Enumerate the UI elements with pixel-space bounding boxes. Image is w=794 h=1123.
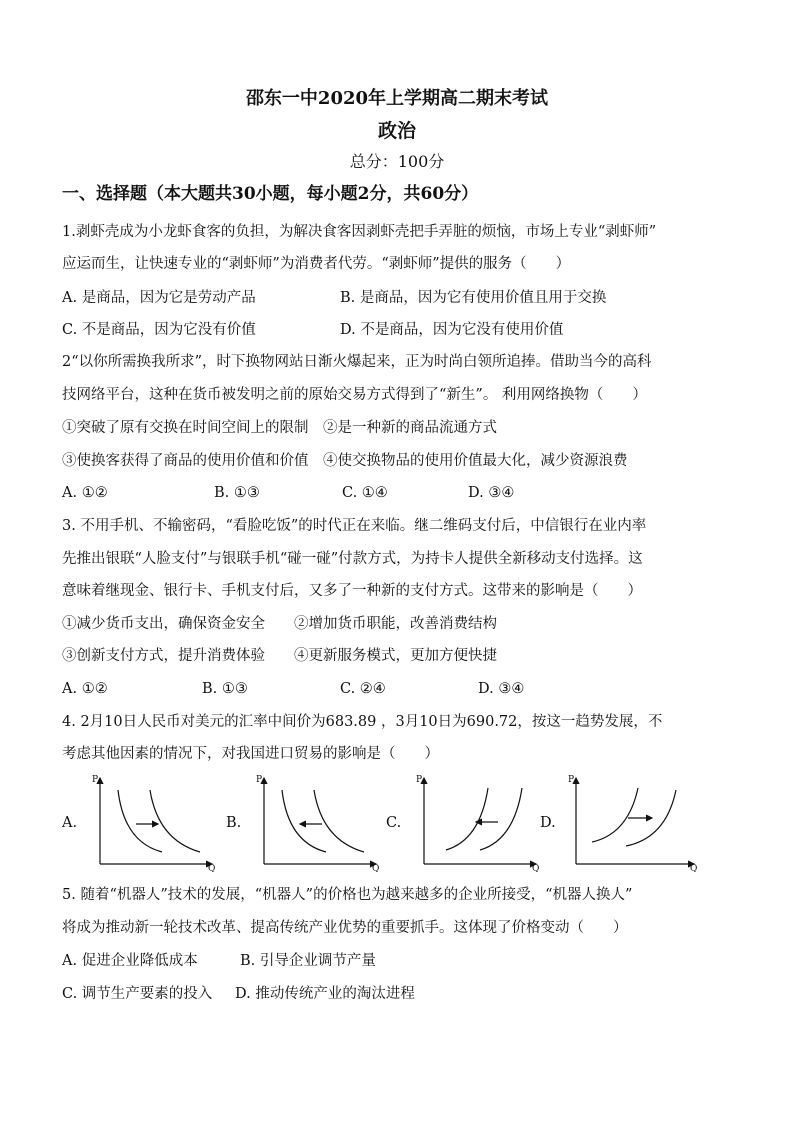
q5-stem-line2: 将成为推动新一轮技术改革、提高传统产业优势的重要抓手。这体现了价格变动（ ） [62,920,628,936]
q2-stem-line2: 技网络平台，这种在货币被发明之前的原始交易方式得到了“新生”。 利用网络换物（ ） [62,387,647,403]
q3-statements-line1: ①减少货币支出，确保资金安全 ②增加货币职能，改善消费结构 [62,616,497,632]
q3-option-a: A. ①② [62,681,108,697]
q1-option-d: D. 不是商品，因为它没有使用价值 [340,322,564,338]
q3-option-d: D. ③④ [478,681,525,697]
p-axis-label: P [92,775,99,785]
p-axis-label: P [256,775,263,785]
q2-option-c: C. ①④ [342,485,388,501]
q2-statements-line1: ①突破了原有交换在时间空间上的限制 ②是一种新的商品流通方式 [62,420,497,436]
q4-graph-d [566,772,706,872]
exam-title: 邵东一中2020年上学期高二期末考试 [245,88,549,109]
q-axis-label: Q [208,864,216,872]
q3-statements-line2: ③创新支付方式，提升消费体验 ④更新服务模式，更加方便快捷 [62,648,497,664]
q1-option-b: B. 是商品，因为它有使用价值且用于交换 [340,290,607,306]
q4-option-c-label: C. [386,815,402,831]
q4-graph-c [414,772,544,872]
section-heading: 一、选择题（本大题共30小题，每小题2分，共60分） [62,184,479,204]
q1-stem-line1: 1.剥虾壳成为小龙虾食客的负担，为解决食客因剥虾壳把手弄脏的烦恼，市场上专业“剥虾师” [62,224,657,240]
q3-stem-line2: 先推出银联“人脸支付”与银联手机“碰一碰”付款方式，为持卡人提供全新移动支付选择。这 [62,551,643,567]
q5-option-d: D. 推动传统产业的淘汰进程 [235,986,415,1002]
q1-stem-line2: 应运而生，让快速专业的“剥虾师”为消费者代劳。“剥虾师”提供的服务（ ） [62,256,571,272]
q4-option-d-label: D. [540,815,556,831]
q1-option-a: A. 是商品，因为它是劳动产品 [62,290,256,306]
q3-stem-line3: 意味着继现金、银行卡、手机支付后，又多了一种新的支付方式。这带来的影响是（ ） [62,583,642,599]
q3-option-c: C. ②④ [340,681,386,697]
p-axis-label: P [416,775,423,785]
q4-graph-b [254,772,384,872]
q-axis-label: Q [690,864,698,872]
q2-stem-line1: 2“以你所需换我所求”，时下换物网站日渐火爆起来，正为时尚白领所追捧。借助当今的高科 [62,354,652,370]
q4-graph-a [90,772,220,872]
q4-option-b-label: B. [226,815,242,831]
demand-curve-1 [118,790,162,852]
q5-option-b: B. 引导企业调节产量 [240,953,376,969]
q-axis-label: Q [532,864,540,872]
demand-curve-1 [282,790,326,852]
q4-stem-line1: 4. 2月10日人民币对美元的汇率中间价为683.89 ，3月10日为690.72，按这一趋势发展，不 [62,714,663,730]
q5-stem-line1: 5. 随着“机器人”技术的发展，“机器人”的价格也为越来越多的企业所接受，“机器人换人” [62,887,633,903]
q5-option-a: A. 促进企业降低成本 [62,953,198,969]
q2-option-a: A. ①② [62,485,108,501]
total-score: 总分：100分 [349,152,445,171]
q4-stem-line2: 考虑其他因素的情况下，对我国进口贸易的影响是（ ） [62,746,439,762]
q2-option-b: B. ①③ [214,485,260,501]
q3-stem-line1: 3. 不用手机、不输密码，“看脸吃饭”的时代正在来临。继二维码支付后，中信银行在业内率 [62,518,647,534]
p-axis-label: P [568,775,575,785]
q3-option-b: B. ①③ [202,681,248,697]
supply-curve-1 [592,788,638,842]
q2-statements-line2: ③使换客获得了商品的使用价值和价值 ④使交换物品的使用价值最大化，减少资源浪费 [62,453,628,469]
q-axis-label: Q [372,864,380,872]
demand-curve-2 [314,790,364,852]
q5-option-c: C. 调节生产要素的投入 [62,986,213,1002]
subject-title: 政治 [377,120,416,142]
q2-option-d: D. ③④ [468,485,515,501]
q1-option-c: C. 不是商品，因为它没有价值 [62,322,256,338]
demand-curve-2 [150,790,200,852]
q4-option-a-label: A. [62,815,78,831]
supply-curve-1 [446,788,488,850]
